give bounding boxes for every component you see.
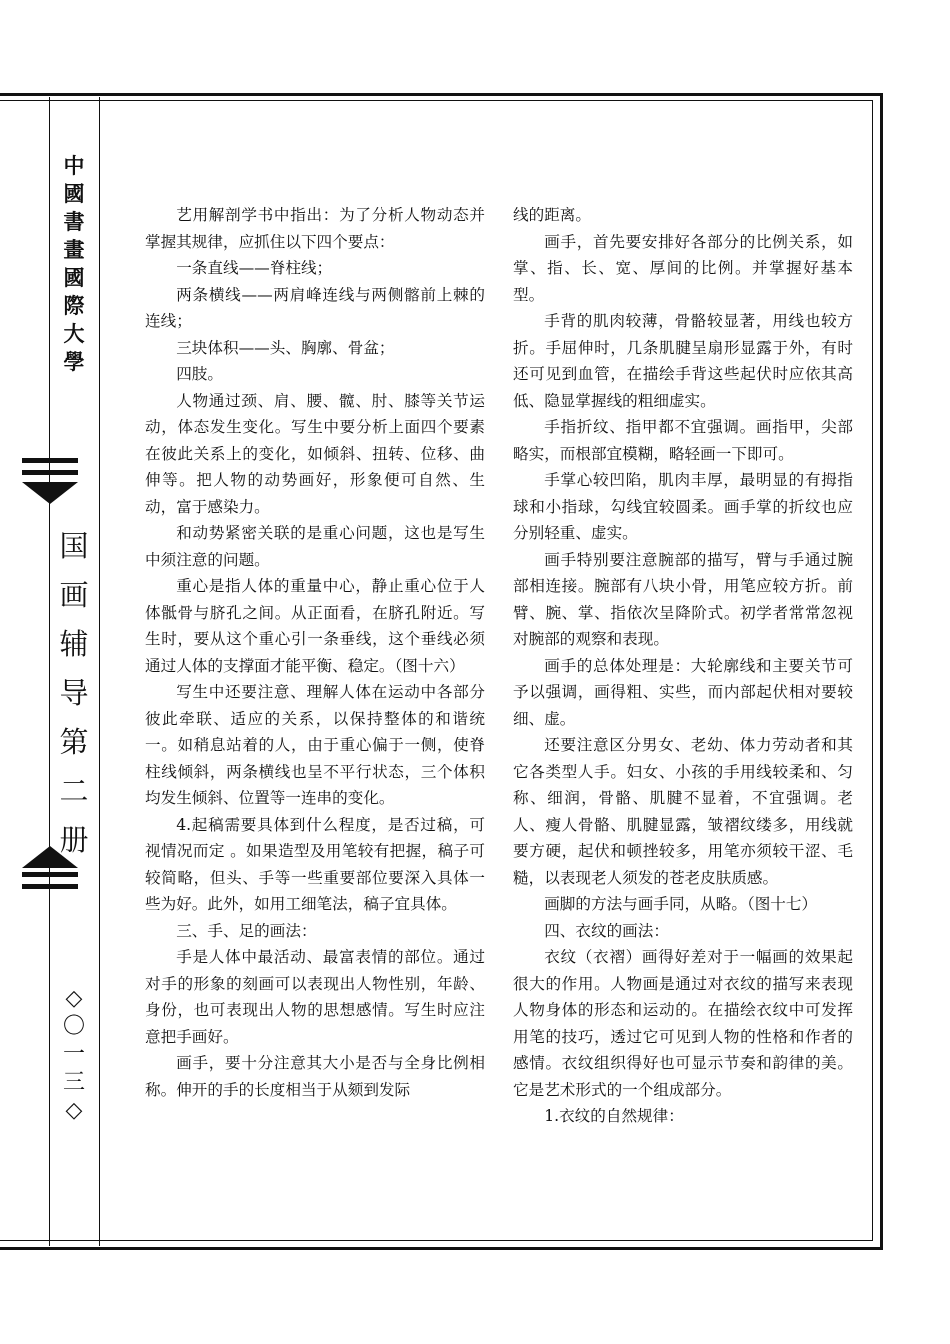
volume-bar-bottom [22, 884, 78, 889]
paragraph: 手掌心较凹陷，肌肉丰厚，最明显的有拇指球和小指球，勾线宜较圆柔。画手掌的折纹也应分别轻重、虚实。 [513, 471, 853, 542]
paragraph: 4.起稿需要具体到什么程度，是否过稿，可视情况而定 。如果造型及用笔较有把握，稿子可较简略，但头、手等一些重要部位要深入具体一些为好。此外，如用工细笔法，稿子宜具体。 [145, 815, 485, 913]
section-heading: 三、手、足的画法： [176, 921, 317, 940]
volume-title: 国 画 辅 导 第 二 册 [50, 522, 98, 865]
volume-bar-top-thin [22, 470, 78, 475]
volume-bar-bottom-thin [22, 872, 78, 877]
paragraph: 画手的总体处理是：大轮廓线和主要关节可予以强调，画得粗、实些，而内部起伏相对要较细、虚。 [513, 656, 853, 728]
paragraph: 两条横线——两肩峰连线与两侧髂前上棘的连线； [145, 285, 485, 330]
text-column-left [145, 202, 485, 1103]
page-number: ◇ 〇 一 三 ◇ [50, 985, 98, 1125]
paragraph: 写生中还要注意、理解人体在运动中各部分彼此牵联、适应的关系，以保持整体的和谐统一。如稍息站着的人，由于重心偏于一侧，使脊柱线倾斜，两条横线也呈不平行状态，三个体积均发生倾斜、位置等一连串的变化。 [145, 683, 485, 807]
chevron-down-icon [22, 482, 78, 504]
paragraph: 手是人体中最活动、最富表情的部位。通过对手的形象的刻画可以表现出人物性别，年龄、身份，也可表现出人物的思想感情。写生时应注意把手画好。 [145, 948, 485, 1046]
paragraph-continued: 线的距离。 [513, 206, 591, 224]
paragraph: 衣纹（衣褶）画得好差对于一幅画的效果起很大的作用。人物画是通过对衣纹的描写来表现人物身体的形态和运动的。在描绘衣纹中可发挥用笔的技巧，透过它可见到人物的性格和作者的感情。衣纹组织得好也可显示节奏和韵律的美。它是艺术形式的一个组成部分。 [513, 948, 853, 1099]
paragraph: 艺用解剖学书中指出：为了分析人物动态并掌握其规律，应抓住以下四个要点： [145, 206, 485, 251]
volume-bar-top [22, 458, 78, 463]
paragraph: 四肢。 [176, 365, 223, 383]
text-column-right [513, 202, 853, 1130]
chevron-up-icon [22, 846, 78, 868]
paragraph: 手指折纹、指甲都不宜强调。画指甲，尖部略实，而根部宜模糊，略轻画一下即可。 [513, 418, 853, 463]
paragraph: 画手特别要注意腕部的描写，臂与手通过腕部相连接。腕部有八块小骨，用笔应较方折。前臂、腕、掌、指依次呈降阶式。初学者常常忽视对腕部的观察和表现。 [513, 550, 853, 648]
paragraph: 画手，要十分注意其大小是否与全身比例相称。伸开的手的长度相当于从颏到发际 [145, 1054, 485, 1099]
paragraph: 一条直线——脊柱线； [176, 259, 333, 277]
subsection-heading: 1.衣纹的自然规律： [544, 1107, 684, 1125]
diamond-icon: ◇ [65, 1098, 83, 1123]
paragraph: 手背的肌肉较薄，骨骼较显著，用线也较方折。手屈伸时，几条肌腱呈扇形显露于外，有时还可见到血管，在描绘手背这些起伏时应依其高低、隐显掌握线的粗细虚实。 [513, 312, 853, 410]
section-heading: 四、衣纹的画法： [544, 921, 669, 940]
paragraph: 画手，首先要安排好各部分的比例关系，如掌、指、长、宽、厚间的比例。并掌握好基本型。 [513, 232, 853, 304]
paragraph: 还要注意区分男女、老幼、体力劳动者和其它各类型人手。妇女、小孩的手用线较柔和、匀称、细润，骨骼、肌腱不显着，不宜强调。老人、瘦人骨骼、肌腱显露，皱褶纹缕多，用线就要方硬，起伏和顿挫较多，用笔亦须较干涩、毛糙，以表现老人须发的苍老皮肤质感。 [513, 736, 853, 887]
paragraph: 人物通过颈、肩、腰、髋、肘、膝等关节运动，体态发生变化。写生中要分析上面四个要素在彼此关系上的变化，如倾斜、扭转、位移、曲伸等。把人物的动势画好，形象便可自然、生动，富于感染力。 [145, 391, 485, 516]
paragraph: 画脚的方法与画手同，从略。（图十七） [544, 895, 818, 913]
paragraph: 三块体积——头、胸廓、骨盆； [176, 338, 395, 357]
paragraph: 和动势紧密关联的是重心问题，这也是写生中须注意的问题。 [145, 524, 485, 569]
school-name: 中 國 書 畫 國 際 大 學 [50, 152, 98, 376]
diamond-icon: ◇ [65, 986, 83, 1011]
sidebar-rule-right [99, 97, 100, 1246]
paragraph: 重心是指人体的重量中心，静止重心位于人体骶骨与脐孔之间。从正面看，在脐孔附近。写生时，要从这个重心引一条垂线，这个垂线必须通过人体的支撑面才能平衡、稳定。（图十六） [145, 577, 485, 675]
